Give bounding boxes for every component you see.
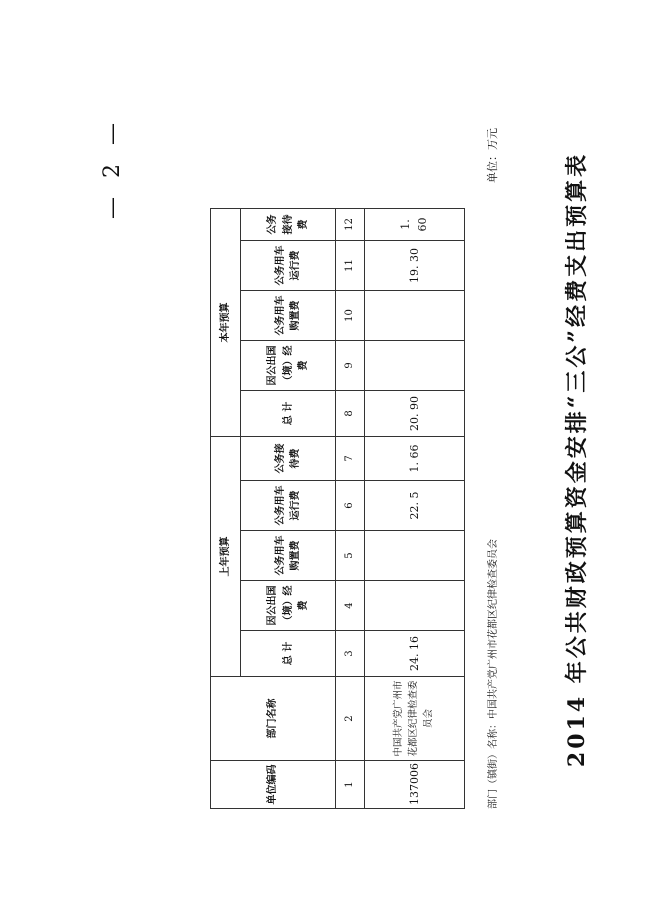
cell-prev-vehicle-operation: 22. 5 bbox=[364, 481, 464, 531]
cell-curr-overseas bbox=[364, 340, 464, 390]
header-prev-reception: 公务接待费 bbox=[241, 436, 336, 480]
header-curr-year: 本年预算 bbox=[211, 208, 241, 436]
header-unit-code: 单位编码 bbox=[211, 761, 336, 809]
header-curr-vehicle-operation: 公务用车运行费 bbox=[241, 240, 336, 290]
column-number: 11 bbox=[336, 240, 364, 290]
budget-table bbox=[210, 208, 465, 809]
cell-prev-overseas bbox=[364, 581, 464, 631]
column-number: 8 bbox=[336, 390, 364, 436]
column-number: 10 bbox=[336, 290, 364, 340]
header-prev-total: 总 计 bbox=[241, 631, 336, 677]
header-prev-vehicle-purchase: 公务用车购置费 bbox=[241, 531, 336, 581]
header-curr-total: 总 计 bbox=[241, 390, 336, 436]
cell-prev-reception: 1. 66 bbox=[364, 436, 464, 480]
department-label: 部门（镇街）名称：中国共产党广州市花都区纪律检查委员会 bbox=[488, 539, 499, 809]
table-row bbox=[364, 208, 464, 808]
page-number: — 2 — bbox=[100, 117, 125, 219]
header-prev-year: 上年预算 bbox=[211, 436, 241, 676]
page-title: 2014 年公共财政预算资金安排“三公”经费支出预算表 bbox=[564, 151, 590, 768]
header-prev-vehicle-operation: 公务用车运行费 bbox=[241, 481, 336, 531]
cell-curr-total: 20. 90 bbox=[364, 390, 464, 436]
column-number: 2 bbox=[336, 677, 364, 761]
cell-prev-total: 24. 16 bbox=[364, 631, 464, 677]
cell-curr-vehicle-operation: 19. 30 bbox=[364, 240, 464, 290]
column-number: 5 bbox=[336, 531, 364, 581]
header-dept-name: 部门名称 bbox=[211, 677, 336, 761]
cell-prev-vehicle-purchase bbox=[364, 531, 464, 581]
column-number-row bbox=[336, 208, 364, 808]
column-number: 1 bbox=[336, 761, 364, 809]
header-prev-overseas: 因公出国（境）经费 bbox=[241, 581, 336, 631]
column-number: 3 bbox=[336, 631, 364, 677]
cell-unit-code: 137006 bbox=[364, 761, 464, 809]
column-number: 4 bbox=[336, 581, 364, 631]
header-curr-overseas: 因公出国（境）经费 bbox=[241, 340, 336, 390]
column-number: 9 bbox=[336, 340, 364, 390]
column-number: 12 bbox=[336, 208, 364, 240]
column-number: 6 bbox=[336, 481, 364, 531]
cell-curr-vehicle-purchase bbox=[364, 290, 464, 340]
cell-dept-name: 中国共产党广州市花都区纪律检查委员会 bbox=[364, 677, 464, 761]
header-curr-reception: 公务接待费 bbox=[241, 208, 336, 240]
unit-label: 单位：万元 bbox=[486, 128, 499, 183]
cell-curr-reception: 1. 60 bbox=[364, 208, 464, 240]
column-number: 7 bbox=[336, 436, 364, 480]
header-curr-vehicle-purchase: 公务用车购置费 bbox=[241, 290, 336, 340]
